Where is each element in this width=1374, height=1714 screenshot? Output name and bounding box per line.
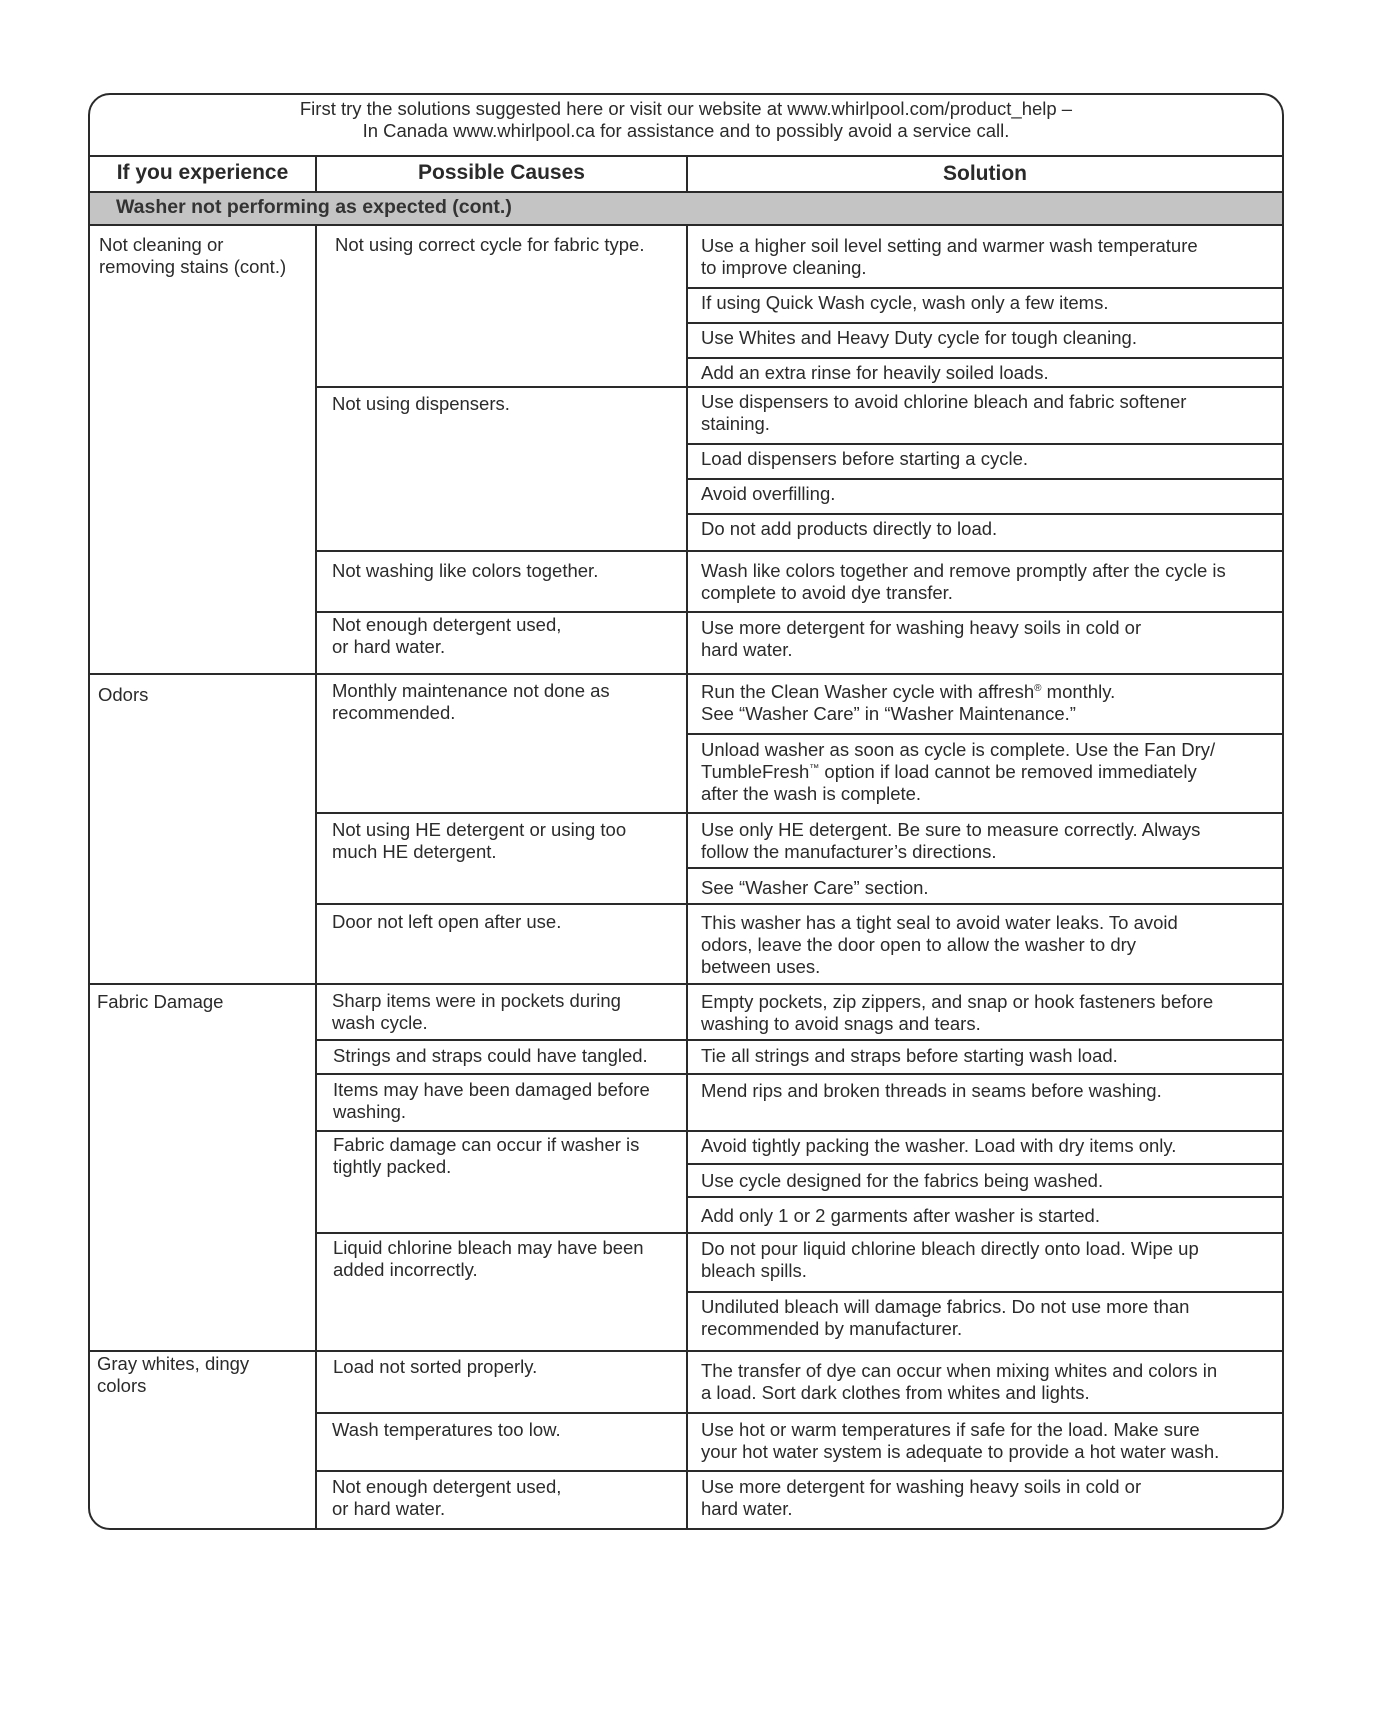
cause-rule [315, 1232, 1284, 1234]
cause-rule [315, 1412, 1284, 1414]
solution-cell: Use a higher soil level setting and warmer wash temperature to improve cleaning. [701, 235, 1198, 278]
cause-cell: Load not sorted properly. [333, 1356, 538, 1377]
cause-cell: Not enough detergent used, or hard water. [332, 614, 562, 657]
cause-cell: Fabric damage can occur if washer is tightly packed. [333, 1134, 640, 1177]
header-solution: Solution [943, 162, 1027, 185]
solution-cell: Do not add products directly to load. [701, 518, 998, 539]
solution-rule [686, 733, 1284, 735]
solution-cell: Empty pockets, zip zippers, and snap or hook fasteners before washing to avoid snags and tears. [701, 991, 1214, 1034]
solution-cell: The transfer of dye can occur when mixing whites and colors in a load. Sort dark clothes from whites and lights. [701, 1360, 1218, 1403]
solution-cell: Avoid overfilling. [701, 483, 836, 504]
cause-rule [315, 903, 1284, 905]
solution-cell: Use cycle designed for the fabrics being washed. [701, 1170, 1104, 1191]
experience-gray-whites: Gray whites, dingy colors [97, 1353, 250, 1396]
cause-rule [315, 386, 1284, 388]
group-rule-odors [88, 673, 1284, 675]
solution-cell: Undiluted bleach will damage fabrics. Do not use more than recommended by manufacturer. [701, 1296, 1190, 1339]
cause-rule [315, 1470, 1284, 1472]
trademark-mark: ™ [809, 763, 820, 774]
cause-cell: Strings and straps could have tangled. [333, 1045, 648, 1066]
solution-cell: Use more detergent for washing heavy soils in cold or hard water. [701, 1476, 1142, 1519]
solution-cell: Add an extra rinse for heavily soiled loads. [701, 362, 1049, 383]
solution-rule [686, 287, 1284, 289]
solution-cell: If using Quick Wash cycle, wash only a few items. [701, 292, 1109, 313]
body-divider-1 [315, 224, 317, 1530]
cause-cell: Liquid chlorine bleach may have been added incorrectly. [333, 1237, 644, 1280]
experience-not-cleaning: Not cleaning or removing stains (cont.) [99, 234, 287, 277]
solution-cell: Use only HE detergent. Be sure to measure correctly. Always follow the manufacturer’s directions. [701, 819, 1201, 862]
cause-rule [315, 550, 1284, 552]
cause-cell: Wash temperatures too low. [332, 1419, 561, 1440]
solution-cell: Mend rips and broken threads in seams before washing. [701, 1080, 1162, 1101]
cause-cell: Not washing like colors together. [332, 560, 599, 581]
cause-cell: Door not left open after use. [332, 911, 562, 932]
body-divider-2 [686, 224, 688, 1530]
solution-cell: Unload washer as soon as cycle is complete. Use the Fan Dry/ TumbleFresh™ option if load cannot be removed immediately after the wash is complete. [701, 739, 1216, 804]
experience-odors: Odors [98, 684, 149, 705]
solution-cell: Use more detergent for washing heavy soils in cold or hard water. [701, 617, 1142, 660]
solution-rule [686, 1291, 1284, 1293]
registered-mark: ® [1034, 683, 1042, 694]
header-causes: Possible Causes [418, 161, 585, 184]
cause-rule [315, 1039, 1284, 1041]
section-title: Washer not performing as expected (cont.) [116, 196, 512, 218]
solution-cell: See “Washer Care” section. [701, 877, 929, 898]
solution-rule [686, 443, 1284, 445]
solution-cell: Use hot or warm temperatures if safe for the load. Make sure your hot water system is adequate to provide a hot water wash. [701, 1419, 1220, 1462]
solution-rule [686, 867, 1284, 869]
solution-cell: This washer has a tight seal to avoid water leaks. To avoid odors, leave the door open to allow the washer to dry between uses. [701, 912, 1178, 977]
cause-rule [315, 611, 1284, 613]
solution-cell: Use Whites and Heavy Duty cycle for tough cleaning. [701, 327, 1137, 348]
intro-line-2: In Canada www.whirlpool.ca for assistance and to possibly avoid a service call. [362, 120, 1010, 141]
solution-cell: Do not pour liquid chlorine bleach directly onto load. Wipe up bleach spills. [701, 1238, 1199, 1281]
intro-line-1: First try the solutions suggested here or visit our website at www.whirlpool.com/product_help – [299, 98, 1073, 119]
solution-rule [686, 513, 1284, 515]
solution-cell: Avoid tightly packing the washer. Load with dry items only. [701, 1135, 1177, 1156]
cause-cell: Not using dispensers. [332, 393, 510, 414]
cause-cell: Not using HE detergent or using too much HE detergent. [332, 819, 627, 862]
solution-rule [686, 1196, 1284, 1198]
cause-cell: Not enough detergent used, or hard water. [332, 1476, 562, 1519]
solution-cell: Wash like colors together and remove promptly after the cycle is complete to avoid dye transfer. [701, 560, 1226, 603]
solution-cell: Run the Clean Washer cycle with affresh® monthly. See “Washer Care” in “Washer Maintenance.” [701, 681, 1116, 724]
solution-rule [686, 322, 1284, 324]
intro-note [90, 98, 1282, 142]
solution-rule [686, 357, 1284, 359]
experience-fabric-damage: Fabric Damage [97, 991, 224, 1012]
cause-cell: Monthly maintenance not done as recommended. [332, 680, 610, 723]
group-rule-fabric [88, 983, 1284, 985]
solution-rule [686, 478, 1284, 480]
cause-rule [315, 1130, 1284, 1132]
solution-cell: Use dispensers to avoid chlorine bleach and fabric softener staining. [701, 391, 1187, 434]
cause-cell: Not using correct cycle for fabric type. [335, 234, 645, 255]
cause-cell: Sharp items were in pockets during wash cycle. [332, 990, 621, 1033]
solution-rule [686, 1163, 1284, 1165]
solution-cell: Load dispensers before starting a cycle. [701, 448, 1029, 469]
cause-rule [315, 1073, 1284, 1075]
group-rule-gray [88, 1350, 1284, 1352]
solution-cell: Tie all strings and straps before starting wash load. [701, 1045, 1118, 1066]
cause-cell: Items may have been damaged before washing. [333, 1079, 650, 1122]
solution-cell: Add only 1 or 2 garments after washer is started. [701, 1205, 1100, 1226]
cause-rule [315, 812, 1284, 814]
header-experience: If you experience [116, 161, 289, 184]
